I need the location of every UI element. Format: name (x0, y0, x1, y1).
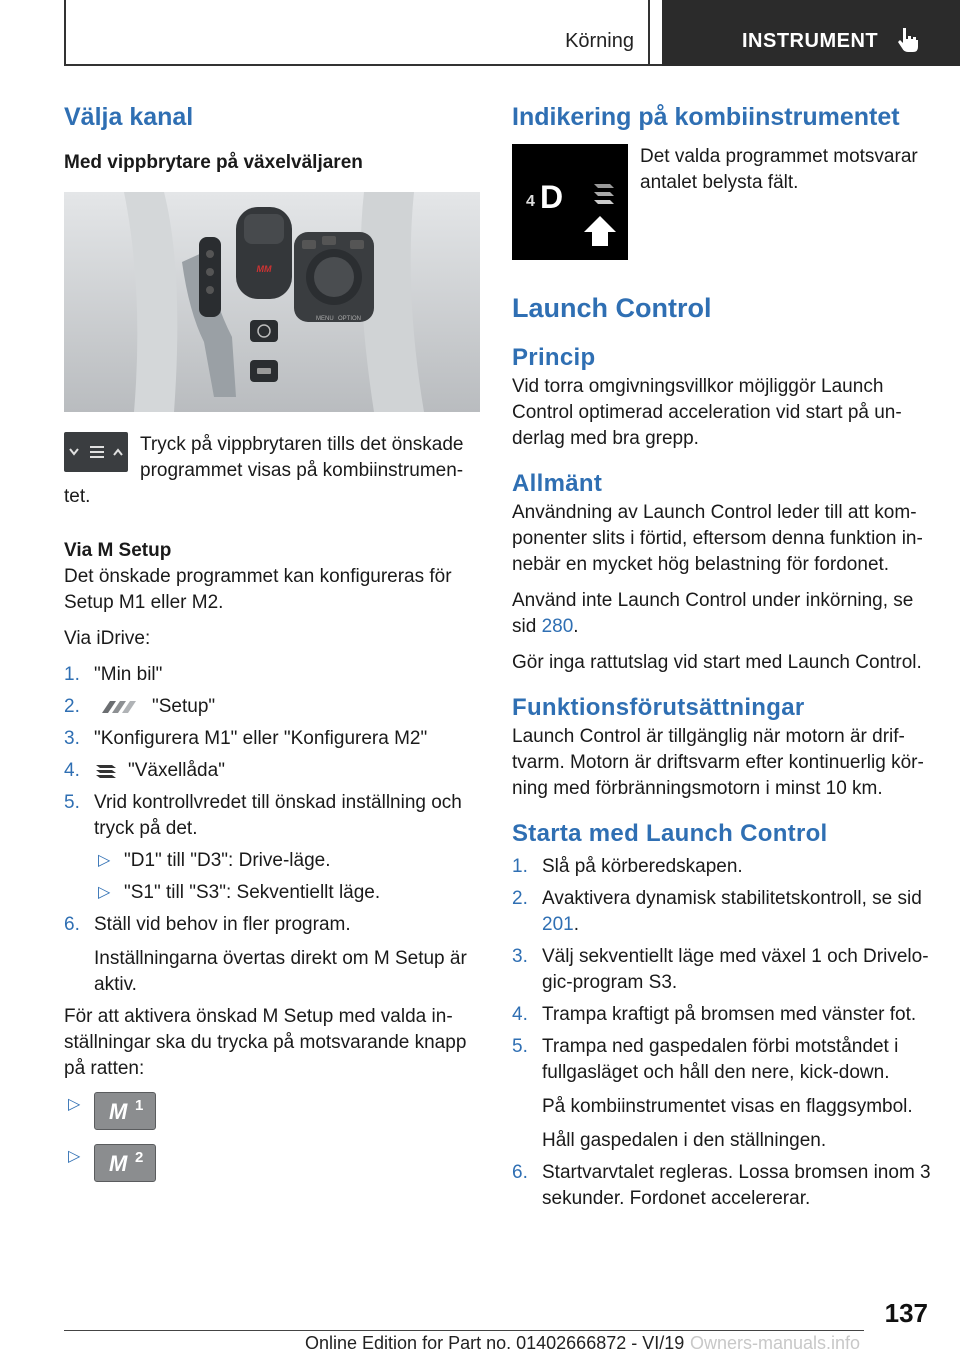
option-button-label: OPTION (338, 316, 362, 322)
subtitle-princip: Princip (512, 344, 596, 371)
step-text-end: . (573, 914, 579, 935)
header-tab-instrument[interactable] (662, 0, 960, 66)
m1-number: 1 (135, 1097, 144, 1114)
list-item (512, 1034, 932, 1154)
princip-text: Vid torra omgivningsvillkor möjliggör Launch Control optimerad acceleration vid start på underlag med bra grepp. (512, 376, 902, 449)
substeps-list (94, 848, 482, 906)
bullet-triangle-icon: ▷ (68, 1096, 81, 1113)
list-item (64, 662, 482, 688)
section-title-indikering: Indikering på kombiinstrumentet (512, 103, 900, 131)
subtitle-starta: Starta med Launch Control (512, 820, 828, 847)
step-text: Ställ vid behov in fler program. (94, 914, 351, 935)
step-text: Avaktivera dynamisk stabilitetskontroll, se sid (542, 888, 922, 909)
step-number: 4. (512, 1004, 528, 1025)
allmant-text-2 (512, 588, 932, 640)
cluster-display-image (512, 144, 628, 260)
footer-edition: Online Edition for Part no. 01402666872 - VI/19 (305, 1333, 685, 1353)
left-column (64, 100, 482, 1188)
list-item (94, 848, 482, 874)
step-number: 4. (64, 760, 80, 781)
display-mode-letter: D (540, 179, 564, 215)
list-item (64, 1092, 482, 1130)
step-text: "Min bil" (94, 664, 163, 685)
step-text: Startvarvtalet regleras. Lossa bromsen inom 3 sekunder. Fordonet accelererar. (542, 1162, 931, 1209)
page-link-280[interactable]: 280 (541, 616, 574, 637)
step-number: 6. (512, 1162, 528, 1183)
allmant-text-2-end: . (573, 616, 579, 637)
brand-logo-text: MM (256, 264, 272, 274)
step-number: 2. (64, 696, 80, 717)
header-left-border (64, 0, 66, 66)
m2-label: M (109, 1151, 128, 1176)
section-title-valja-kanal: Välja kanal (64, 103, 194, 131)
display-indicator-block (512, 144, 932, 268)
step-text: Trampa ned gaspedalen förbi motståndet i fullgasläget och håll den nere, kick-down. (542, 1036, 899, 1083)
page-link-201[interactable]: 201 (542, 914, 574, 935)
page-number: 137 (884, 1298, 928, 1328)
paddle-instruction-text: Tryck på vippbrytaren tills det önskade programmet visas på kombiinstrumentet. (64, 434, 464, 507)
list-item (64, 912, 482, 998)
step-text: "Växellåda" (128, 760, 225, 781)
list-item (512, 944, 932, 996)
menu-button-label: MENU (316, 316, 334, 322)
right-column (512, 100, 932, 1218)
allmant-text-3: Gör inga rattutslag vid start med Launch Control. (512, 652, 922, 673)
step-note: Håll gaspedalen i den ställningen. (542, 1130, 827, 1151)
funk-text: Launch Control är tillgänglig när motorn är driftvarm. Motorn är driftsvarm efter kontinuerlig körning med förbränningsmotorn i minst 10 km. (512, 726, 924, 799)
paddle-arrows-icon (64, 432, 128, 472)
list-item (512, 886, 932, 938)
allmant-text-2-start: Använd inte Launch Control under inkörning, se sid (512, 590, 914, 637)
subheading-vippbrytare: Med vippbrytare på växelväljaren (64, 152, 363, 173)
step-text: Välj sekventiellt läge med växel 1 och Drivelogic-program S3. (542, 946, 929, 993)
subtitle-allmant: Allmänt (512, 470, 603, 497)
list-item (512, 1160, 932, 1212)
drive-mode-display-icon (512, 144, 628, 260)
via-idrive-label: Via iDrive: (64, 628, 151, 649)
list-item (512, 854, 932, 880)
header-tab-label: INSTRUMENT (742, 30, 879, 52)
m-stripes-icon (94, 699, 142, 715)
m1-label: M (109, 1099, 128, 1124)
m2-button[interactable] (94, 1144, 156, 1182)
substep-text: "D1" till "D3": Drive-läge. (124, 850, 331, 871)
m1-button[interactable] (94, 1092, 156, 1130)
step-text: "Konfigurera M1" eller "Konfigurera M2" (94, 728, 428, 749)
step-text: Trampa kraftigt på bromsen med vänster fot. (542, 1004, 917, 1025)
list-item (64, 694, 482, 720)
bullet-triangle-icon: ▷ (98, 884, 111, 901)
launch-steps-list (512, 854, 932, 1212)
m-buttons-list (64, 1092, 482, 1182)
activate-text: För att aktivera önskad M Setup med valda inställningar ska du trycka på motsvarande knapp på ratten: (64, 1006, 467, 1079)
step-number: 1. (512, 856, 528, 877)
step-number: 3. (64, 728, 80, 749)
step-text: "Setup" (152, 696, 216, 717)
step-number: 3. (512, 946, 528, 967)
step-number: 5. (64, 792, 80, 813)
bullet-triangle-icon: ▷ (68, 1148, 81, 1165)
transmission-icon (94, 762, 120, 780)
list-item (64, 758, 482, 784)
header-section-label[interactable]: Körning (565, 30, 634, 52)
m2-number: 2 (135, 1149, 144, 1166)
header-mid-border (648, 0, 650, 66)
msetup-text: Det önskade programmet kan konfigureras för Setup M1 eller M2. (64, 566, 452, 613)
list-item (64, 726, 482, 752)
list-item (94, 880, 482, 906)
step-note: Inställningarna övertas direkt om M Setup är aktiv. (94, 948, 467, 995)
step-number: 2. (512, 888, 528, 909)
step-number: 1. (64, 664, 80, 685)
subtitle-funktionsforutsattningar: Funktionsförutsättningar (512, 694, 805, 721)
step-number: 6. (64, 914, 80, 935)
gear-selector-photo (64, 192, 480, 412)
step-text: Slå på körberedskapen. (542, 856, 743, 877)
list-item (64, 790, 482, 906)
list-item (64, 1144, 482, 1182)
subheading-via-m-setup: Via M Setup (64, 540, 172, 561)
display-text: Det valda programmet motsvarar antalet belysta fält. (640, 146, 918, 193)
footer-watermark: Owners-manuals.info (690, 1333, 861, 1353)
list-item (512, 1002, 932, 1028)
display-gear-number: 4 (526, 193, 535, 210)
step-number: 5. (512, 1036, 528, 1057)
step-note: På kombiinstrumentet visas en flaggsymbol. (542, 1096, 913, 1117)
pointing-hand-icon (894, 25, 924, 55)
allmant-text-1: Användning av Launch Control leder till att komponenter slits i förtid, eftersom denna funktion innebär en mycket hög belastning för fordonet. (512, 502, 923, 575)
section-title-launch-control: Launch Control (512, 293, 712, 323)
idrive-steps-list (64, 662, 482, 998)
paddle-button-graphic (64, 432, 128, 472)
bullet-triangle-icon: ▷ (98, 852, 111, 869)
step-text: Vrid kontrollvredet till önskad inställning och tryck på det. (94, 792, 462, 839)
substep-text: "S1" till "S3": Sekventiellt läge. (124, 882, 381, 903)
gear-selector-illustration (64, 192, 480, 412)
paddle-instruction (64, 432, 482, 510)
footer-rule (64, 1330, 864, 1331)
